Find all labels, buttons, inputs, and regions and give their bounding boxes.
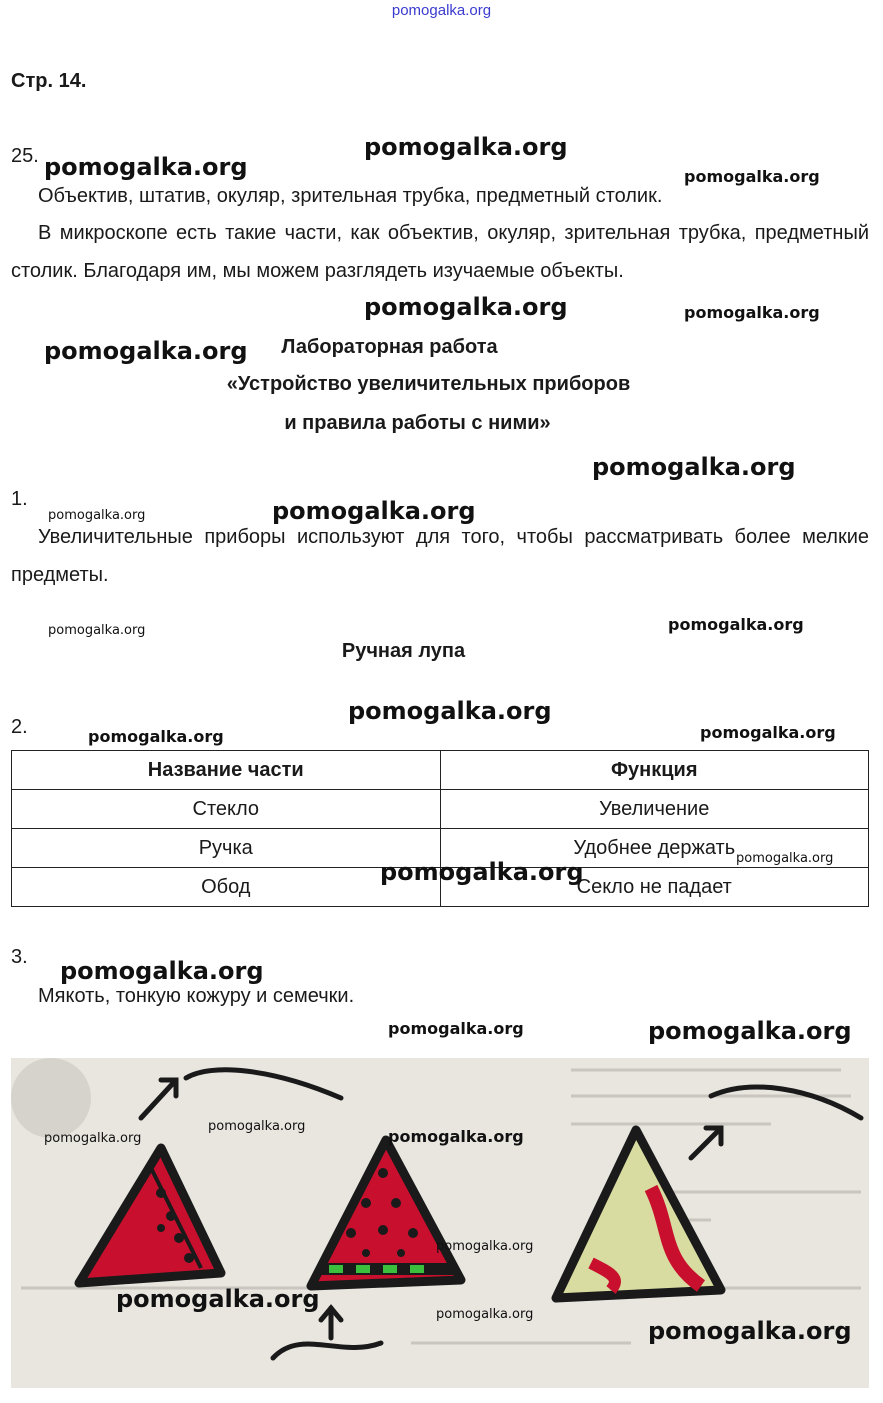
task-1-number: 1. — [11, 488, 28, 510]
table-cell: Обод — [12, 868, 441, 907]
watermark: pomogalka.org — [364, 133, 568, 161]
watermark: pomogalka.org — [700, 723, 836, 742]
watermark: pomogalka.org — [364, 293, 568, 321]
watermark: pomogalka.org — [116, 1285, 320, 1313]
table-row — [12, 790, 869, 829]
site-header[interactable]: pomogalka.org — [391, 2, 492, 19]
table-cell: Удобнее держать — [440, 829, 869, 868]
task-25-paragraph: В микроскопе есть такие части, как объектив, окуляр, зрительная трубка, предметный столик. Благодаря им, мы можем разглядеть изучаемые объекты. — [11, 222, 869, 282]
table-cell: Стекло — [12, 790, 441, 829]
lab-title-2: «Устройство увеличительных приборов — [226, 373, 631, 395]
watermark: pomogalka.org — [60, 957, 264, 985]
watermark: pomogalka.org — [736, 851, 834, 866]
watermark: pomogalka.org — [648, 1017, 852, 1045]
watermark: pomogalka.org — [48, 508, 146, 523]
watermark: pomogalka.org — [44, 337, 248, 365]
subtitle-hand-magnifier: Ручная лупа — [341, 640, 466, 662]
watermark: pomogalka.org — [88, 727, 224, 746]
watermark: pomogalka.org — [208, 1119, 306, 1134]
task-25-line1: Объектив, штатив, окуляр, зрительная трубка, предметный столик. — [38, 185, 663, 207]
table-cell: Секло не падает — [440, 868, 869, 907]
watermark: pomogalka.org — [648, 1317, 852, 1345]
watermark: pomogalka.org — [592, 453, 796, 481]
watermark: pomogalka.org — [44, 1131, 142, 1146]
table-cell: Увеличение — [440, 790, 869, 829]
watermark: pomogalka.org — [668, 615, 804, 634]
task-3-text: Мякоть, тонкую кожуру и семечки. — [38, 985, 355, 1007]
watermark: pomogalka.org — [272, 497, 476, 525]
watermark: pomogalka.org — [684, 303, 820, 322]
watermark: pomogalka.org — [48, 623, 146, 638]
task-3-number: 3. — [11, 946, 28, 968]
column-header-part: Название части — [12, 751, 441, 790]
table-cell: Ручка — [12, 829, 441, 868]
watermark: pomogalka.org — [380, 858, 584, 886]
lab-title-3: и правила работы с ними» — [284, 412, 551, 434]
watermark: pomogalka.org — [44, 153, 248, 181]
table-header-row — [12, 751, 869, 790]
page-label: Стр. 14. — [11, 70, 87, 92]
watermark: pomogalka.org — [684, 167, 820, 186]
task-25-number: 25. — [11, 145, 39, 167]
watermark: pomogalka.org — [348, 697, 552, 725]
lab-title-1: Лабораторная работа — [281, 336, 498, 358]
watermark: pomogalka.org — [388, 1127, 524, 1146]
watermark: pomogalka.org — [388, 1019, 524, 1038]
watermark: pomogalka.org — [436, 1239, 534, 1254]
task-2-number: 2. — [11, 716, 28, 738]
task-1-text: Увеличительные приборы используют для того, чтобы рассматривать более мелкие предметы. — [11, 526, 869, 586]
watermark: pomogalka.org — [436, 1307, 534, 1322]
column-header-function: Функция — [440, 751, 869, 790]
